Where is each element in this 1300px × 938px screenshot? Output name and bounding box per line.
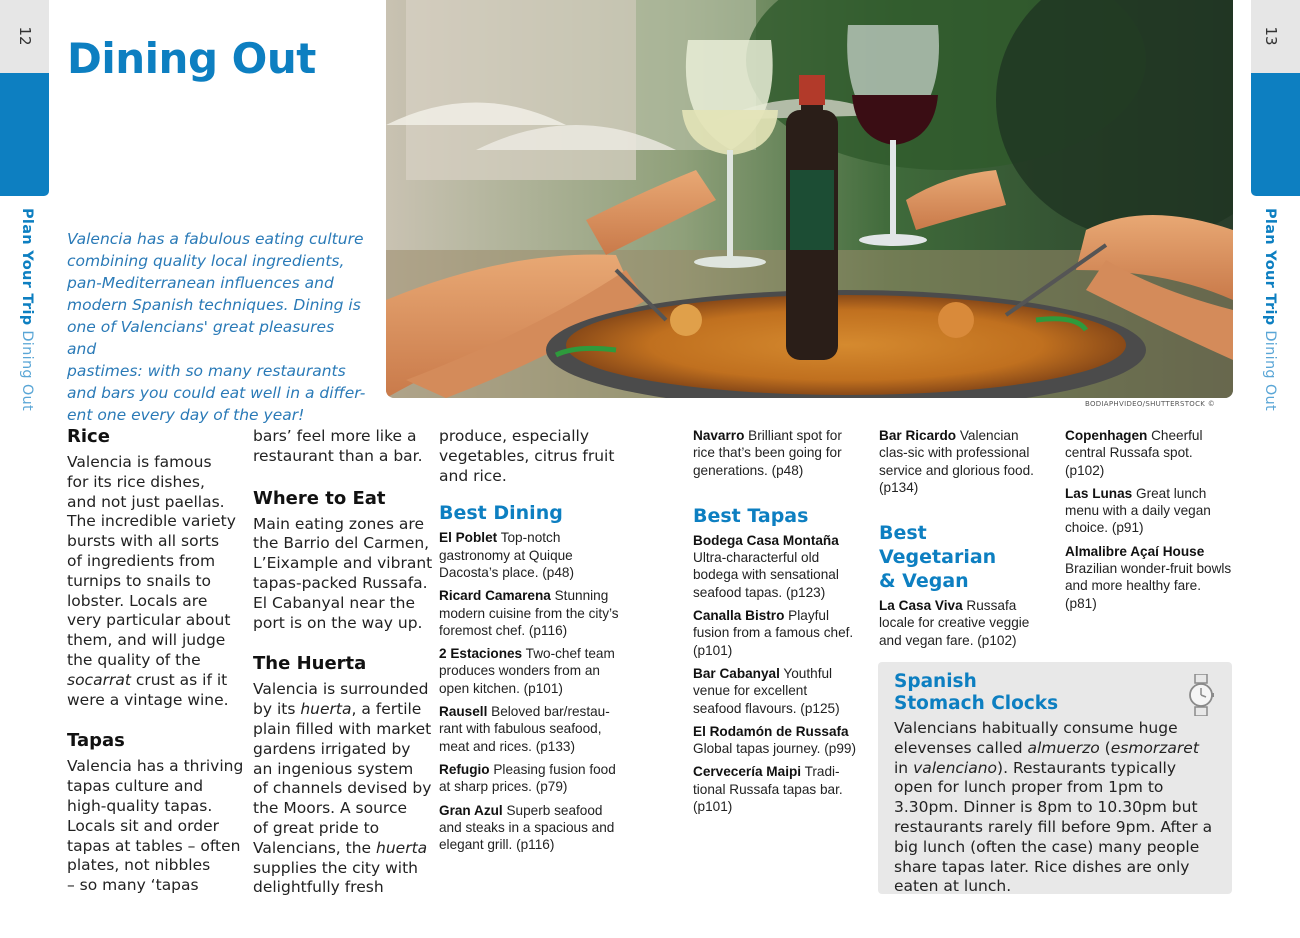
listing-entry: Canalla Bistro Playful fusion from a famous chef. (p101) <box>693 608 854 658</box>
listing-entry: Almalibre Açaí House Brazilian wonder-fruit bowls and more healthy fare. (p81) <box>1065 543 1232 611</box>
listing-entry: La Casa Viva Russafa locale for creative veggie and vegan fare. (p102) <box>879 598 1030 648</box>
rice-heading: Rice <box>67 426 110 447</box>
column-3 <box>439 427 619 859</box>
column-4 <box>693 427 859 821</box>
listing-entry: El Rodamón de Russafa Global tapas journey. (p99) <box>693 723 856 757</box>
huerta-continued: produce, especially vegetables, citrus fruit and rice. <box>439 427 615 485</box>
where-to-eat-heading: Where to Eat <box>253 487 386 509</box>
tapas-heading: Tapas <box>67 730 125 752</box>
page-number-left: 12 <box>16 26 34 46</box>
hero-photo <box>386 0 1233 398</box>
listing-entry: Bodega Casa Montaña Ultra-characterful old bodega with sensational seafood tapas. (p123) <box>693 532 839 600</box>
column-6 <box>1065 427 1235 618</box>
column-5 <box>879 427 1049 655</box>
listing-entry: Rausell Beloved bar/restau-rant with fabulous seafood, meat and rices. (p133) <box>439 704 610 754</box>
listing-entry: Gran Azul Superb seafood and steaks in a spacious and elegant grill. (p116) <box>439 802 615 853</box>
best-vegetarian-heading: Best Vegetarian & Vegan <box>879 522 997 593</box>
listing-entry: Copenhagen Cheerful central Russafa spot. (p102) <box>1065 428 1203 478</box>
best-dining-heading: Best Dining <box>439 502 563 525</box>
left-tab-blue <box>0 73 49 196</box>
box-title: Spanish Stomach Clocks <box>894 671 1059 714</box>
huerta-paragraph: Valencia is surrounded by its huerta, a fertile plain filled with market gardens irrigated by an ingenious system of channels devised by the Moors. A source of great pride to Valencians, the huerta supplies the city with delightfully fresh <box>253 680 432 897</box>
page-title: Dining Out <box>67 34 316 83</box>
listing-entry: Navarro Brilliant spot for rice that’s been going for generations. (p48) <box>693 428 842 478</box>
best-tapas-heading: Best Tapas <box>693 504 809 527</box>
photo-credit: BODIAPHVIDEO/SHUTTERSTOCK © <box>1084 400 1215 408</box>
section-label-left <box>19 208 35 411</box>
rice-paragraph: Valencia is famous for its rice dishes, and not just paellas. The incredible variety bursts with all sorts of ingredients from turnips to snails to lobster. Locals are very particular about them, and will judge the quality of the socarrat crust as if it were a vintage wine. <box>67 453 236 709</box>
column-1 <box>67 426 247 896</box>
watch-icon <box>1188 674 1214 721</box>
stomach-clocks-box <box>878 662 1232 894</box>
box-text: Valencians habitually consume huge elevenses called almuerzo (esmorzaret in valenciano). Restaurants typically open for lunch proper from 1pm to 3.30pm. Dinner is 8pm to 10.30pm but restaurants rarely fill before 9pm. After a big lunch (often the case) many people share tapas later. Rice dishes are only eaten at lunch. <box>894 719 1213 896</box>
section-name: Plan Your Trip <box>19 208 35 326</box>
listing-entry: Refugio Pleasing fusion food at sharp prices. (p79) <box>439 761 616 795</box>
huerta-heading: The Huerta <box>253 653 367 675</box>
where-to-eat-paragraph: Main eating zones are the Barrio del Carmen, L’Eixample and vibrant tapas-packed Russafa. El Cabanyal near the port is on the way up. <box>253 514 433 632</box>
listing-entry: El Poblet Top-notch gastronomy at Quique Dacosta’s place. (p48) <box>439 530 575 580</box>
listing-entry: Las Lunas Great lunch menu with a daily vegan choice. (p91) <box>1065 485 1211 536</box>
section-name: Plan Your Trip <box>1262 208 1278 326</box>
listing-entry: Cervecería Maipi Tradi-tional Russafa tapas bar. (p101) <box>693 764 843 815</box>
intro-paragraph: Valencia has a fabulous eating culture combining quality local ingredients, pan-Mediterranean influences and modern Spanish techniques. Dining is one of Valencians' great pleasures and pastimes: with so many restaurants and bars you could eat well in a differ- ent one every day of the year! <box>67 230 366 424</box>
tapas-continued: bars’ feel more like a restaurant than a bar. <box>253 427 423 465</box>
column-2 <box>253 427 433 898</box>
listing-entry: Bar Ricardo Valencian clas-sic with professional service and glorious food. (p134) <box>879 428 1034 495</box>
chapter-name: Dining Out <box>19 330 35 412</box>
page-number-right: 13 <box>1262 26 1280 46</box>
tapas-paragraph: Valencia has a thriving tapas culture and high-quality tapas. Locals sit and order tapas at tables – often plates, not nibbles – so many ‘tapas <box>67 757 244 895</box>
listing-entry: 2 Estaciones Two-chef team produces wonders from an open kitchen. (p101) <box>439 646 615 696</box>
listing-entry: Ricard Camarena Stunning modern cuisine from the city’s foremost chef. (p116) <box>439 588 619 638</box>
section-label-right <box>1262 208 1278 411</box>
listing-entry: Bar Cabanyal Youthful venue for excellent seafood flavours. (p125) <box>693 665 840 716</box>
chapter-name: Dining Out <box>1262 330 1278 412</box>
right-tab-blue <box>1251 73 1300 196</box>
